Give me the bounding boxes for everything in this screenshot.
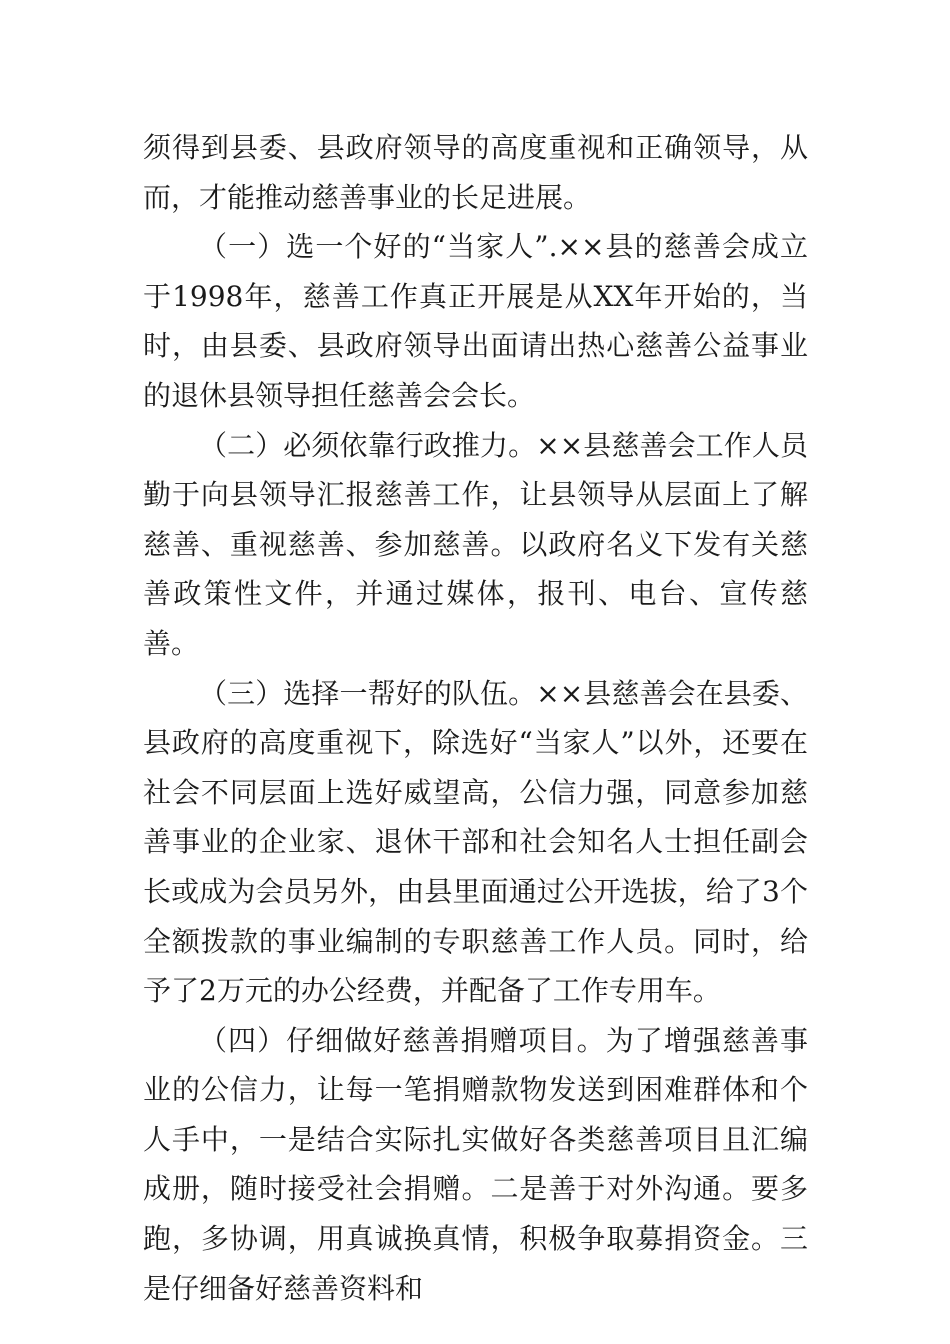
paragraph-section-4: （四）仔细做好慈善捐赠项目。为了增强慈善事业的公信力，让每一笔捐赠款物发送到困难群体和个人手中，一是结合实际扎实做好各类慈善项目且汇编成册，随时接受社会捐赠。二是善于对外沟通。要多跑，多协调，用真诚换真情，积极争取募捐资金。三是仔细备好慈善资料和: [143, 1023, 808, 1305]
paragraph-section-2: （二）必须依靠行政推力。××县慈善会工作人员勤于向县领导汇报慈善工作，让县领导从层面上了解慈善、重视慈善、参加慈善。以政府名义下发有关慈善政策性文件，并通过媒体，报刊、电台、宣传慈善。: [143, 428, 808, 660]
document-body: [143, 123, 808, 1313]
paragraph-section-1: （一）选一个好的“当家人”.××县的慈善会成立于1998年，慈善工作真正开展是从XX年开始的，当时，由县委、县政府领导出面请出热心慈善公益事业的退休县领导担任慈善会会长。: [143, 230, 808, 412]
paragraph-continuation: 须得到县委、县政府领导的高度重视和正确领导，从而，才能推动慈善事业的长足进展。: [143, 131, 808, 214]
paragraph-section-3: （三）选择一帮好的队伍。××县慈善会在县委、县政府的高度重视下，除选好“当家人”以外，还要在社会不同层面上选好威望高，公信力强，同意参加慈善事业的企业家、退休干部和社会知名人士担任副会长或成为会员另外，由县里面通过公开选拔，给了3个全额拨款的事业编制的专职慈善工作人员。同时，给予了2万元的办公经费，并配备了工作专用车。: [143, 676, 808, 1008]
